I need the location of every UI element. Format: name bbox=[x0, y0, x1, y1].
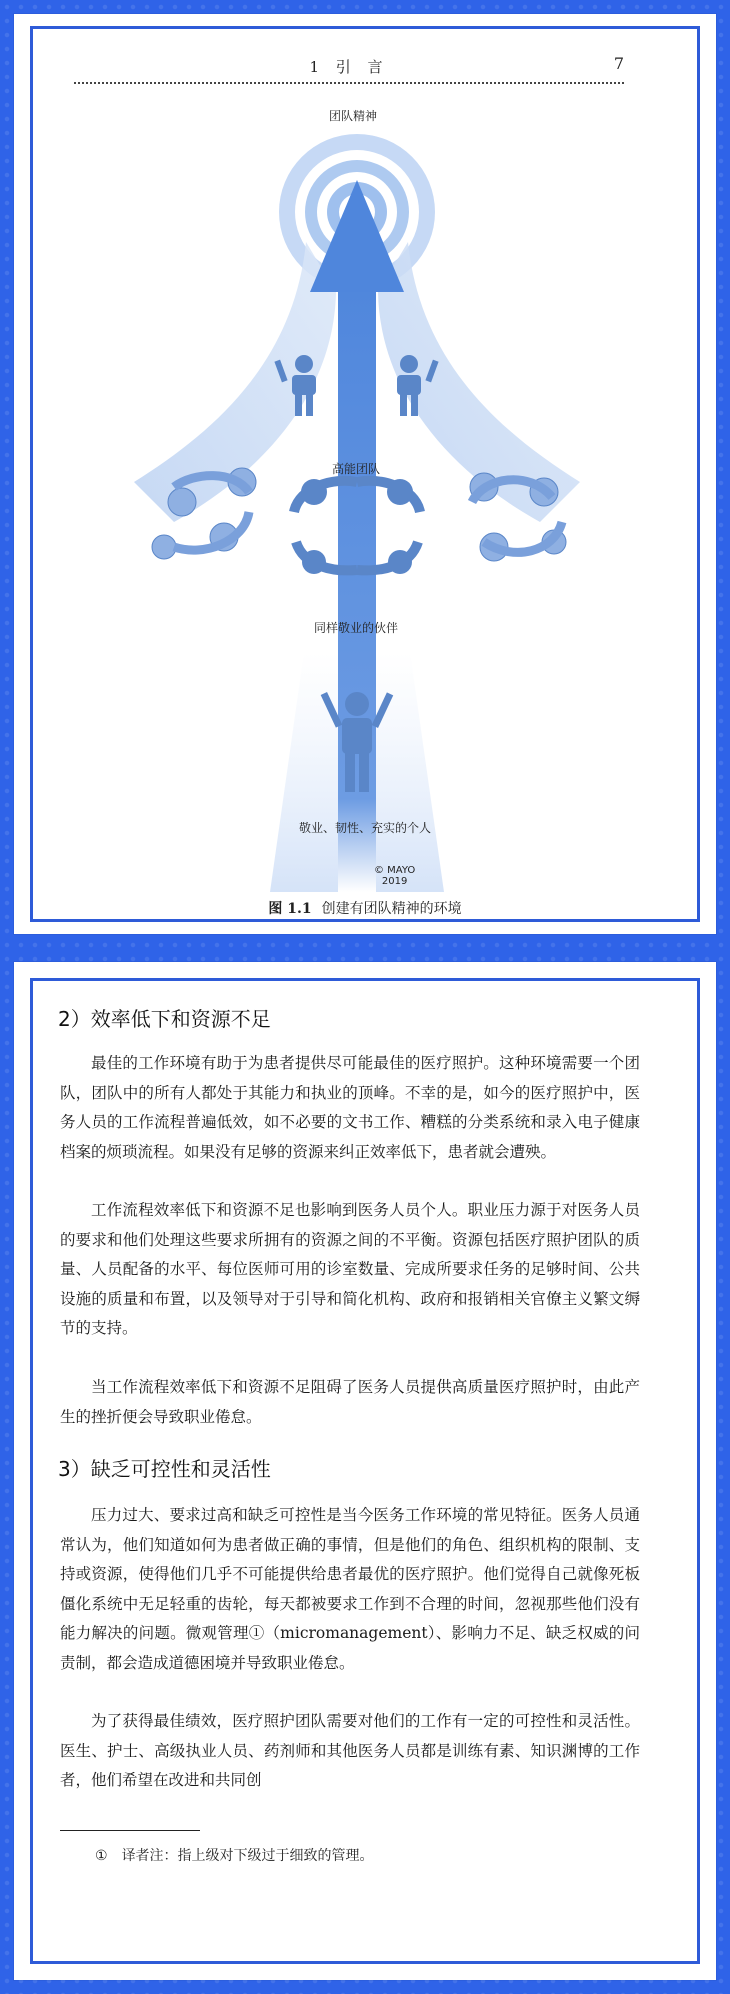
chapter-title: 1 引 言 bbox=[309, 58, 389, 76]
team-spirit-diagram bbox=[74, 92, 684, 922]
footnote-mark: ① bbox=[95, 1848, 108, 1864]
footnote bbox=[95, 1845, 374, 1865]
label-engaged-individual: 敬业、韧性、充实的个人 bbox=[299, 821, 432, 835]
section-2-paragraph-1: 最佳的工作环境有助于为患者提供尽可能最佳的医疗照护。这种环境需要一个团队，团队中的所有人都处于其能力和执业的顶峰。不幸的是，如今的医疗照护中，医务人员的工作流程普遍低效，如不必要的文书工作、糟糕的分类系统和录入电子健康档案的烦琐流程。如果没有足够的资源来纠正效率低下，患者就会遭殃。 bbox=[60, 1054, 640, 1161]
figure-caption-text: 创建有团队精神的环境 bbox=[321, 901, 462, 917]
copyright-line-1: © MAYO bbox=[374, 865, 416, 876]
figure-caption bbox=[14, 898, 716, 918]
section-2-heading: 2）效率低下和资源不足 bbox=[58, 1007, 271, 1031]
section-2-paragraph-3: 当工作流程效率低下和资源不足阻碍了医务人员提供高质量医疗照护时，由此产生的挫折便会导致职业倦怠。 bbox=[60, 1378, 640, 1426]
label-team-spirit: 团队精神 bbox=[329, 109, 378, 123]
figure-number: 图 1.1 bbox=[268, 901, 312, 917]
diagram-graphic bbox=[74, 92, 684, 922]
copyright-line-2: 2019 bbox=[381, 876, 408, 887]
section-3-paragraph-2: 为了获得最佳绩效，医疗照护团队需要对他们的工作有一定的可控性和灵活性。医生、护士、高级执业人员、药剂师和其他医务人员都是训练有素、知识渊博的工作者，他们希望在改进和共同创 bbox=[60, 1712, 640, 1789]
page-card-top bbox=[14, 14, 716, 934]
section-3-heading: 3）缺乏可控性和灵活性 bbox=[58, 1457, 271, 1481]
copyright-mark bbox=[374, 865, 415, 887]
footnote-text: 译者注：指上级对下级过于细致的管理。 bbox=[121, 1848, 374, 1864]
arrow-shaft bbox=[338, 272, 376, 892]
footnote-rule bbox=[60, 1830, 200, 1831]
section-2-paragraph-2: 工作流程效率低下和资源不足也影响到医务人员个人。职业压力源于对医务人员的要求和他们处理这些要求所拥有的资源之间的不平衡。资源包括医疗照护团队的质量、人员配备的水平、每位医师可用的诊室数量、完成所要求任务的足够时间、公共设施的质量和布置，以及领导对于引导和简化机构、政府和报销相关官僚主义繁文缛节的支持。 bbox=[60, 1201, 640, 1337]
page-number: 7 bbox=[613, 54, 624, 73]
running-header bbox=[74, 54, 624, 84]
label-engaged-partners: 同样敬业的伙伴 bbox=[314, 621, 399, 635]
label-high-performance-team: 高能团队 bbox=[332, 462, 381, 476]
section-3-paragraph-1: 压力过大、要求过高和缺乏可控性是当今医务工作环境的常见特征。医务人员通常认为，他们知道如何为患者做正确的事情，但是他们的角色、组织机构的限制、支持或资源，使得他们几乎不可能提供给患者最优的医疗照护。他们觉得自己就像死板僵化系统中无足轻重的齿轮，每天都被要求工作到不合理的时间，忽视那些他们没有能力解决的问题。微观管理①（micromanagement）、影响力不足、缺乏权威的问责制，都会造成道德困境并导致职业倦怠。 bbox=[60, 1506, 640, 1672]
